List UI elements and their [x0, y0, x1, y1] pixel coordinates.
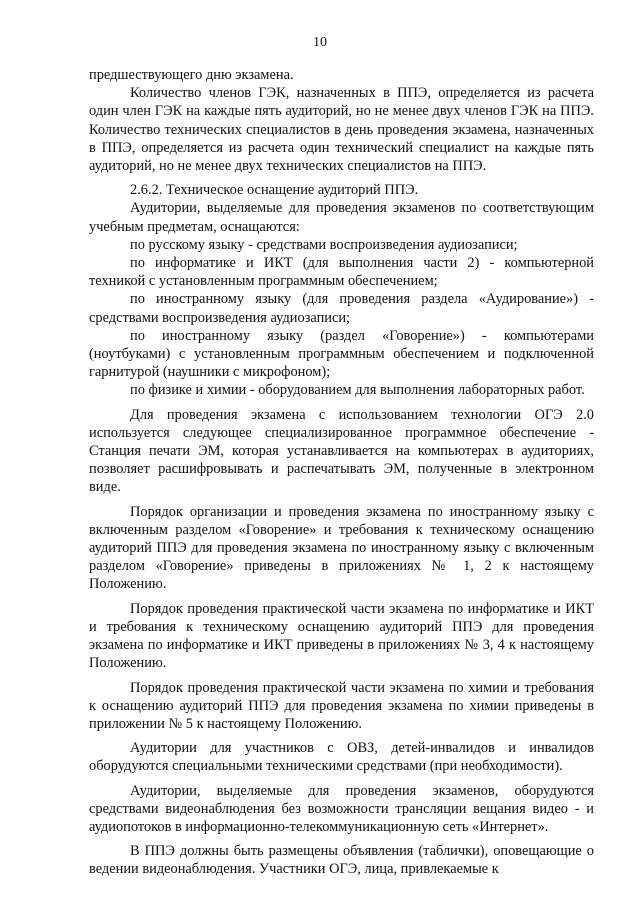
- paragraph: В ППЭ должны быть размещены объявления (таблички), оповещающие о ведении видеонаблюдения. Участники ОГЭ, лица, привлекаемые к: [89, 843, 594, 878]
- paragraph: Аудитории для участников с ОВЗ, детей-инвалидов и инвалидов оборудуются специальными техническими средствами (при необходимости).: [89, 740, 594, 775]
- section-heading: 2.6.2. Техническое оснащение аудиторий ППЭ.: [130, 182, 419, 199]
- paragraph: Порядок проведения практической части экзамена по химии и требования к оснащению аудиторий ППЭ для проведения экзамена по химии приведены в приложении № 5 к настоящему Положению.: [89, 679, 594, 732]
- paragraph: Количество членов ГЭК, назначенных в ППЭ, определяется из расчета один член ГЭК на каждые пять аудиторий, но не менее двух членов ГЭК на ППЭ. Количество технических специалистов в день проведения экзамена, назначенных в ППЭ, определяется из расчета один технический специалист на каждые пять аудиторий, но не менее двух технических специалистов на ППЭ.: [89, 85, 594, 175]
- list-item: по информатике и ИКТ (для выполнения части 2) - компьютерной техникой с установленным программным обеспечением;: [89, 255, 594, 290]
- paragraph: Аудитории, выделяемые для проведения экзаменов, оборудуются средствами видеонаблюдения без возможности трансляции вещания видео - и аудиопотоков в информационно-телекоммуникационную сеть «Интернет».: [89, 782, 594, 835]
- list-item: по иностранному языку (для проведения раздела «Аудирование») - средствами воспроизведения аудиозаписи;: [89, 291, 594, 326]
- paragraph: Порядок организации и проведения экзамена по иностранному языку с включенным разделом «Говорение» и требования к техническому оснащению аудиторий ППЭ для проведения экзамена по иностранному языку с включенным разделом «Говорение» приведены в приложениях № 1, 2 к настоящему Положению.: [89, 503, 594, 593]
- list-item: по русскому языку - средствами воспроизведения аудиозаписи;: [130, 236, 518, 253]
- paragraph: Порядок проведения практической части экзамена по информатике и ИКТ и требования к техническому оснащению аудиторий ППЭ для проведения экзамена по информатике и ИКТ приведены в приложениях № 3, 4 к настоящему Положению.: [89, 600, 594, 672]
- document-body: [89, 66, 594, 879]
- paragraph: Аудитории, выделяемые для проведения экзаменов по соответствующим учебным предметам, оснащаются:: [89, 200, 594, 235]
- list-item: по физике и химии - оборудованием для выполнения лабораторных работ.: [130, 382, 585, 399]
- paragraph: Для проведения экзамена с использованием технологии ОГЭ 2.0 используется следующее специализированное программное обеспечение - Станция печати ЭМ, которая устанавливается на компьютерах в аудиториях, позволяет расшифровывать и распечатывать ЭМ, полученные в электронном виде.: [89, 406, 594, 496]
- paragraph: предшествующего дню экзамена.: [89, 67, 294, 83]
- page-number: 10: [313, 35, 327, 50]
- list-item: по иностранному языку (раздел «Говорение») - компьютерами (ноутбуками) с установленным программным обеспечением и подключенной гарнитурой (наушники с микрофоном);: [89, 327, 594, 381]
